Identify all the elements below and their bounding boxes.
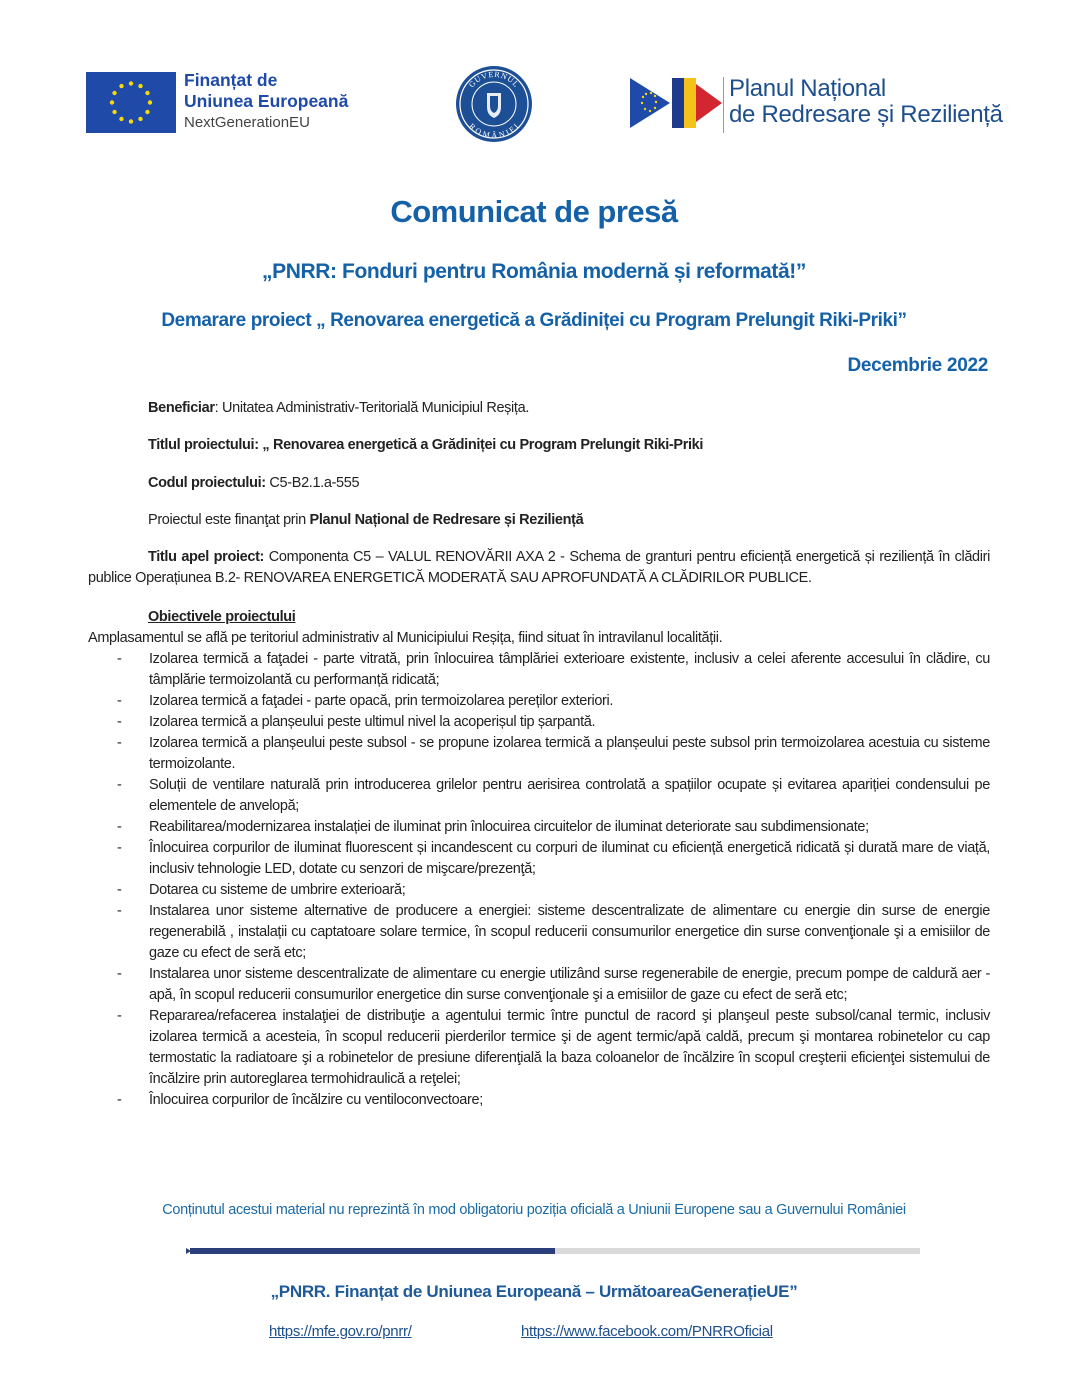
- list-item-text: Dotarea cu sisteme de umbrire exterioară;: [149, 882, 406, 898]
- pnrr-logo-text: [729, 76, 1003, 128]
- list-item: [88, 817, 990, 838]
- objectives-heading: Obiectivele proiectului: [148, 609, 296, 625]
- project-title-line: [88, 435, 1050, 456]
- eu-star-icon: [110, 100, 114, 104]
- romanian-government-seal-icon: [455, 65, 533, 143]
- bullet-dash: -: [117, 777, 122, 793]
- facebook-page-link[interactable]: https://www.facebook.com/PNRROficial: [521, 1323, 773, 1340]
- objectives-list: [88, 649, 990, 1111]
- call-title-label: Titlu apel proiect:: [148, 549, 265, 565]
- project-title-label: Titlul proiectului: „ Renovarea energetică a Grădiniței cu Program Prelungit Riki-Priki: [148, 437, 704, 453]
- eu-star-icon: [129, 119, 133, 123]
- call-title-paragraph: [88, 547, 990, 589]
- list-item: [88, 1006, 990, 1090]
- svg-text:GUVERNUL: GUVERNUL: [467, 69, 522, 90]
- page-title: Comunicat de presă: [390, 194, 678, 229]
- list-item-text: Înlocuirea corpurilor de iluminat fluorescent și incandescent cu corpuri de iluminat cu eficiență energetică ridicată și durată mare de viață, inclusiv tehnologie LED, dotate cu senzori de mişcare/prezenţă;: [149, 840, 990, 877]
- project-code-label: Codul proiectului:: [148, 475, 266, 491]
- eu-logo-line1: Finanțat de: [184, 70, 278, 90]
- project-code-value: C5-B2.1.a-555: [265, 475, 360, 491]
- list-item-text: Reabilitarea/modernizarea instalației de iluminat prin înlocuirea circuitelor de iluminat deteriorate sau subdimensionate;: [149, 819, 869, 835]
- list-item: [88, 691, 990, 712]
- list-item-text: Izolarea termică a planșeului peste subsol - se propune izolarea termică a planșeului peste subsol prin termoizolarea acestuia cu sisteme termoizolante.: [149, 735, 990, 772]
- call-title-value: Componenta C5 – VALUL RENOVĂRII AXA 2 - Schema de granturi pentru eficiență energetică și reziliență în clădiri publice Operațiunea B.2- RENOVAREA ENERGETICĂ MODERATĂ SAU APROFUNDATĂ A CLĂDIRILOR PUBLICE.: [88, 549, 990, 586]
- svg-text:ROMÂNIEI: ROMÂNIEI: [467, 121, 521, 141]
- eu-star-icon: [119, 117, 123, 121]
- objectives-heading-line: [88, 607, 1050, 628]
- bullet-dash: -: [117, 903, 122, 919]
- footer-slogan: „PNRR. Finanțat de Uniunea Europeană – UrmătoareaGenerațieUE”: [270, 1282, 798, 1301]
- bullet-dash: -: [117, 714, 122, 730]
- eu-funding-logo-text: [184, 70, 348, 133]
- list-item-text: Instalarea unor sisteme alternative de producere a energiei: sisteme descentralizate de alimentare cu energie din surse de energie regenerabilă , instalații cu captatoare solare termice, în scopul reducerii consumurilor energetice din surse convenţionale şi a emisiilor de gaze cu efect de seră etc;: [149, 903, 990, 961]
- bullet-dash: -: [117, 840, 122, 856]
- beneficiary-value: : Unitatea Administrativ-Teritorială Municipiul Reșița.: [214, 400, 530, 416]
- footer-decorative-bar: [190, 1248, 920, 1254]
- eu-star-icon: [112, 110, 116, 114]
- eu-star-icon: [112, 91, 116, 95]
- mfe-website-link[interactable]: https://mfe.gov.ro/pnrr/: [269, 1323, 412, 1340]
- list-item-text: Izolarea termică a faţadei - parte opacă, prin termoizolarea pereților exteriori.: [149, 693, 614, 709]
- bullet-dash: -: [117, 1092, 122, 1108]
- bullet-dash: -: [117, 651, 122, 667]
- bullet-dash: -: [117, 819, 122, 835]
- objectives-intro: Amplasamentul se află pe teritoriul administrativ al Municipiului Reșița, fiind situat în intravilanul localității.: [88, 630, 723, 646]
- list-item: [88, 712, 990, 733]
- eu-star-icon: [145, 110, 149, 114]
- bullet-dash: -: [117, 735, 122, 751]
- list-item-text: Soluții de ventilare naturală prin introducerea grilelor pentru aerisirea controlată a spațiilor ocupate și evitarea apariției condensului pe elementele de anvelopă;: [149, 777, 990, 814]
- list-item-text: Instalarea unor sisteme descentralizate de alimentare cu energie utilizând surse regenerabile de energie, precum pompe de caldură aer - apă, în scopul reducerii consumurilor energetice din surse convenţionale şi a emisiilor de gaze cu efect de seră etc;: [149, 966, 990, 1003]
- release-date: Decembrie 2022: [847, 355, 988, 376]
- funding-prefix: Proiectul este finanţat prin: [148, 512, 310, 528]
- bullet-dash: -: [117, 1008, 122, 1024]
- list-item: [88, 964, 990, 1006]
- bullet-dash: -: [117, 693, 122, 709]
- eu-logo-line2: Uniunea Europeană: [184, 91, 349, 111]
- eu-logo-line3: NextGenerationEU: [184, 114, 310, 131]
- pnrr-logo-line2: de Redresare și Reziliență: [729, 101, 1003, 128]
- project-code-line: [88, 473, 1050, 494]
- list-item-text: Izolarea termică a faţadei - parte vitrată, prin înlocuirea tâmplăriei exterioare existente, inclusiv a celei aferente accesului în clădire, cu tâmplărie termoizolantă cu performanță ridicată;: [149, 651, 990, 688]
- footer-bar-fill: [190, 1248, 555, 1254]
- funding-program: Planul Național de Redresare și Reziliență: [309, 512, 584, 528]
- pnrr-arrows-icon: [630, 74, 728, 132]
- eu-star-icon: [148, 100, 152, 104]
- list-item-text: Repararea/refacerea instalaţiei de distribuţie a agentului termic între punctul de racord şi planşeul peste subsol/canal termic, inclusiv izolarea termică a acesteia, în scopul reducerii pierderilor termice şi de agent termic/apă caldă, precum şi montarea robinetelor cu cap termostatic la radiatoare şi a robinetelor de presiune diferenţială la baza coloanelor de încălzire în scopul creşterii eficienţei sistemului de încălzire prin autoreglarea termohidraulică a reţelei;: [149, 1008, 990, 1087]
- disclaimer-text: Conținutul acestui material nu reprezintă în mod obligatoriu poziția oficială a Uniunii Europene sau a Guvernului României: [162, 1202, 906, 1218]
- beneficiary-label: Beneficiar: [148, 400, 215, 416]
- eu-star-icon: [145, 91, 149, 95]
- list-item: [88, 838, 990, 880]
- eu-star-icon: [129, 81, 133, 85]
- list-item: [88, 775, 990, 817]
- eu-flag-icon: [86, 72, 176, 133]
- pnrr-logo-line1: Planul Național: [729, 75, 886, 102]
- list-item-text: Înlocuirea corpurilor de încălzire cu ventiloconvectoare;: [149, 1092, 483, 1108]
- project-heading: Demarare proiect „ Renovarea energetică a Grădiniței cu Program Prelungit Riki-Priki”: [161, 310, 907, 331]
- funding-line: [88, 510, 1050, 531]
- eu-star-icon: [119, 84, 123, 88]
- list-item: [88, 1090, 990, 1111]
- page-subtitle: „PNRR: Fonduri pentru România modernă și reformată!”: [262, 260, 806, 283]
- eu-star-icon: [138, 84, 142, 88]
- list-item: [88, 901, 990, 964]
- list-item: [88, 649, 990, 691]
- list-item-text: Izolarea termică a planșeului peste ultimul nivel la acoperișul tip șarpantă.: [149, 714, 596, 730]
- list-item: [88, 733, 990, 775]
- eu-star-icon: [138, 117, 142, 121]
- bullet-dash: -: [117, 966, 122, 982]
- bullet-dash: -: [117, 882, 122, 898]
- pnrr-logo-divider: [723, 77, 724, 133]
- list-item: [88, 880, 990, 901]
- beneficiary-line: [88, 398, 1050, 419]
